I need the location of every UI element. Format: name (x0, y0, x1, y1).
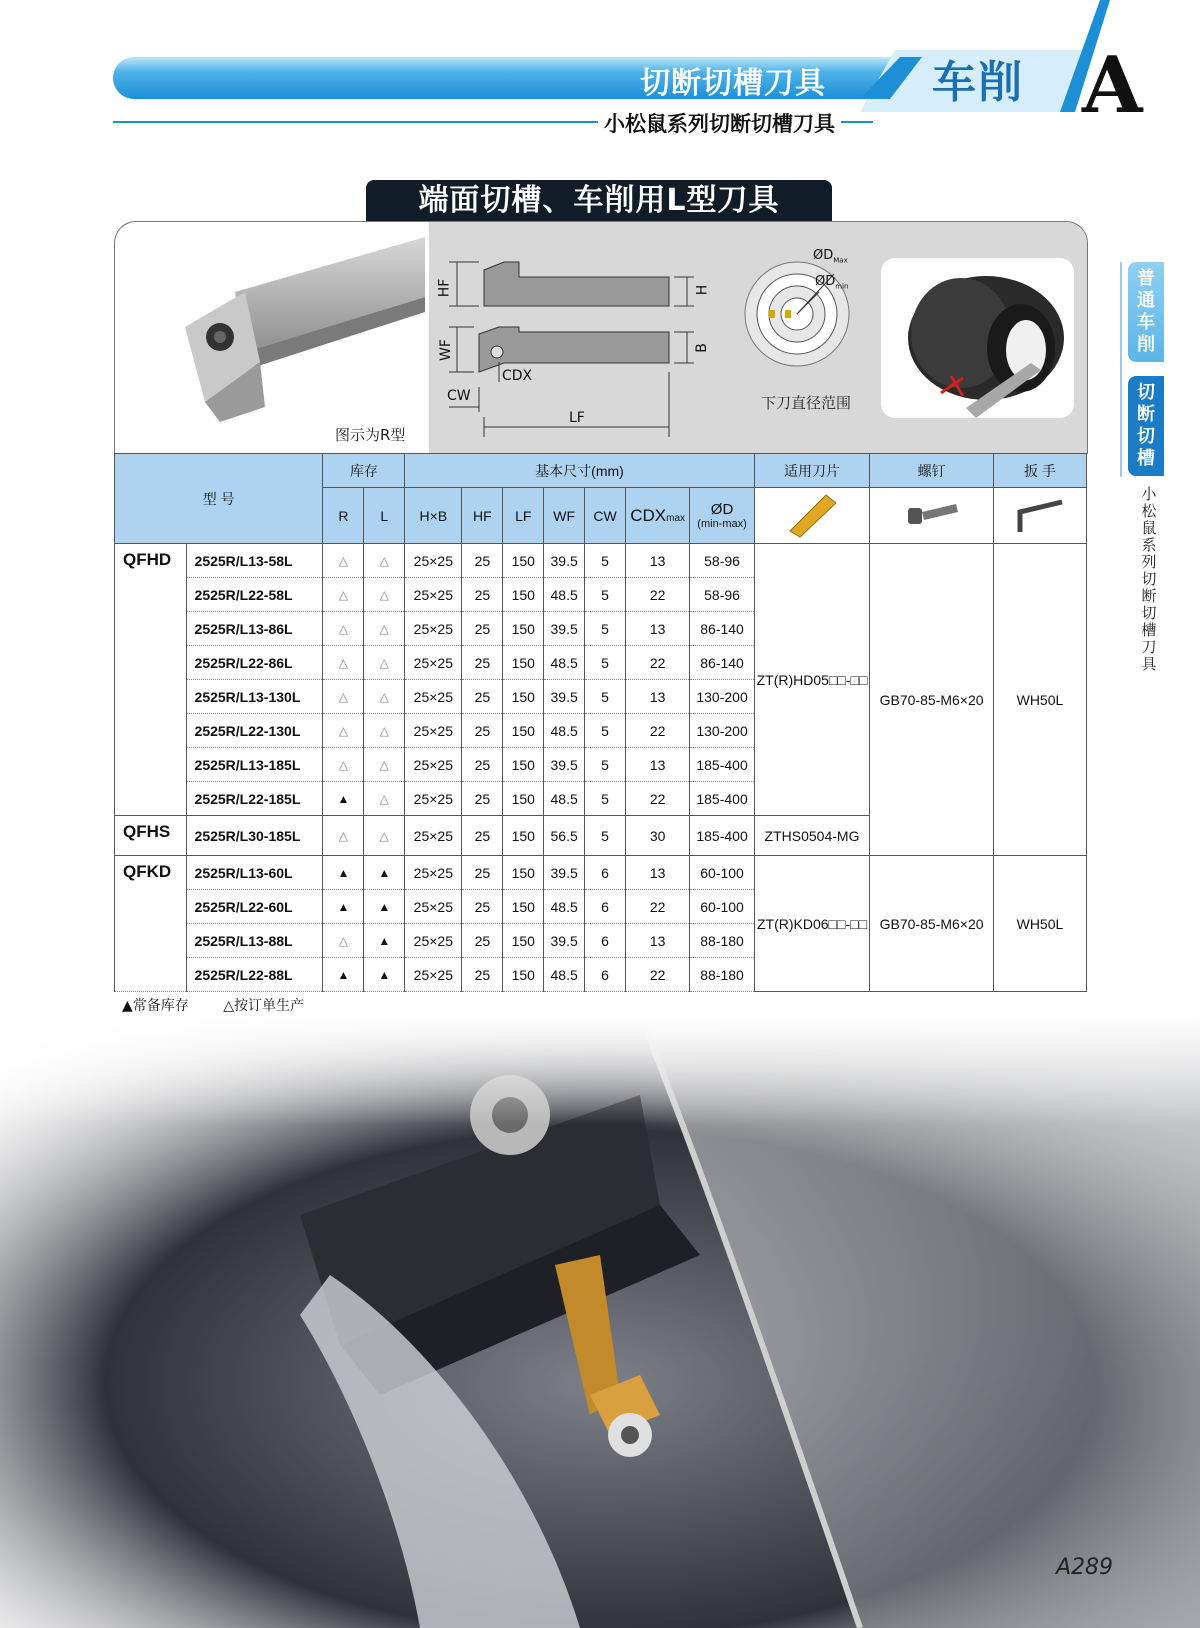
page-number-value: 289 (1071, 1555, 1114, 1580)
cw-cell: 5 (585, 612, 626, 646)
cw-cell: 5 (585, 680, 626, 714)
hf-cell: 25 (462, 782, 503, 816)
stock-l-cell: △ (364, 680, 405, 714)
cdx-cell: 22 (625, 714, 689, 748)
lf-cell: 150 (503, 544, 544, 578)
th-screw: 螺钉 (870, 454, 994, 488)
cw-cell: 5 (585, 816, 626, 856)
side-tab-grooving[interactable] (1128, 376, 1164, 476)
diameter-range-diagram (739, 252, 859, 372)
application-photo (881, 258, 1074, 418)
model-cell: 2525R/L13-60L (186, 856, 323, 890)
cdx-cell: 22 (625, 958, 689, 992)
hxb-cell: 25×25 (405, 714, 462, 748)
cdx-cell: 13 (625, 544, 689, 578)
tool-holder-image (165, 232, 435, 432)
d-cell: 130-200 (690, 680, 754, 714)
spec-table (114, 453, 1087, 992)
lf-cell: 150 (503, 816, 544, 856)
cdx-cell: 13 (625, 924, 689, 958)
model-cell: 2525R/L22-60L (186, 890, 323, 924)
cw-cell: 5 (585, 578, 626, 612)
dim-label-cw: CW (447, 388, 471, 404)
hex-key-icon (1010, 492, 1070, 536)
stock-r-cell: △ (323, 578, 364, 612)
model-cell: 2525R/L13-86L (186, 612, 323, 646)
cw-cell: 5 (585, 544, 626, 578)
cdx-cell: 22 (625, 890, 689, 924)
hf-cell: 25 (462, 612, 503, 646)
hxb-cell: 25×25 (405, 856, 462, 890)
dim-label-wf: WF (437, 339, 454, 361)
lf-cell: 150 (503, 748, 544, 782)
th-cdx-sub: max (666, 512, 686, 524)
lf-cell: 150 (503, 924, 544, 958)
dim-label-hf: HF (436, 278, 453, 298)
hxb-cell: 25×25 (405, 816, 462, 856)
insert-cell: ZT(R)HD05□□-□□ (754, 544, 869, 816)
d-cell: 58-96 (690, 544, 754, 578)
lf-cell: 150 (503, 612, 544, 646)
wf-cell: 39.5 (544, 680, 585, 714)
wf-cell: 39.5 (544, 612, 585, 646)
model-cell: 2525R/L22-130L (186, 714, 323, 748)
stock-l-cell: △ (364, 544, 405, 578)
stock-legend (122, 995, 304, 1015)
cw-cell: 5 (585, 748, 626, 782)
d-cell: 88-180 (690, 924, 754, 958)
d-cell: 185-400 (690, 782, 754, 816)
cw-cell: 6 (585, 890, 626, 924)
d-cell: 185-400 (690, 748, 754, 782)
stock-r-cell: ▲ (323, 890, 364, 924)
side-tab-general-turning[interactable] (1128, 262, 1164, 362)
figure-panel (114, 221, 1088, 454)
hf-cell: 25 (462, 544, 503, 578)
dim-label-h: H (694, 284, 711, 296)
stock-r-cell: △ (323, 748, 364, 782)
legend-made-to-order: △按订单生产 (223, 998, 305, 1014)
figure-caption-r-type: 图示为R型 (335, 426, 406, 444)
d-cell: 86-140 (690, 612, 754, 646)
stock-l-cell: ▲ (364, 958, 405, 992)
dim-label-b: B (693, 343, 710, 353)
hf-cell: 25 (462, 578, 503, 612)
stock-l-cell: △ (364, 612, 405, 646)
hxb-cell: 25×25 (405, 958, 462, 992)
stock-r-cell: △ (323, 544, 364, 578)
cw-cell: 5 (585, 646, 626, 680)
wf-cell: 56.5 (544, 816, 585, 856)
wf-cell: 48.5 (544, 578, 585, 612)
page-title: 切断切槽刀具 (640, 66, 826, 101)
lf-cell: 150 (503, 958, 544, 992)
th-wrench: 扳 手 (993, 454, 1086, 488)
hxb-cell: 25×25 (405, 924, 462, 958)
series-cell: QFKD (115, 856, 187, 992)
hxb-cell: 25×25 (405, 748, 462, 782)
wf-cell: 48.5 (544, 890, 585, 924)
wf-cell: 48.5 (544, 714, 585, 748)
figure-caption-diameter: 下刀直径范围 (761, 394, 852, 412)
series-cell: QFHS (115, 816, 187, 856)
stock-l-cell: △ (364, 714, 405, 748)
dim-label-lf: LF (569, 410, 585, 426)
d-cell: 185-400 (690, 816, 754, 856)
th-wrench-image (993, 488, 1086, 544)
dim-label-cdx: CDX (502, 368, 533, 384)
cdx-cell: 13 (625, 748, 689, 782)
wf-cell: 39.5 (544, 924, 585, 958)
hxb-cell: 25×25 (405, 890, 462, 924)
machining-photo (0, 1015, 1200, 1628)
lf-cell: 150 (503, 714, 544, 748)
dim-label-d-min-text: ØD (815, 274, 836, 289)
lf-cell: 150 (503, 890, 544, 924)
cdx-cell: 13 (625, 612, 689, 646)
table-row (115, 544, 1087, 578)
th-stock: 库存 (323, 454, 405, 488)
d-cell: 86-140 (690, 646, 754, 680)
cdx-cell: 13 (625, 856, 689, 890)
th-screw-image (870, 488, 994, 544)
d-cell: 60-100 (690, 890, 754, 924)
lf-cell: 150 (503, 782, 544, 816)
screw-cell: GB70-85-M6×20 (870, 856, 994, 992)
model-cell: 2525R/L22-58L (186, 578, 323, 612)
cdx-cell: 22 (625, 578, 689, 612)
spec-table-body (115, 544, 1087, 992)
cw-cell: 6 (585, 924, 626, 958)
th-dims: 基本尺寸(mm) (405, 454, 755, 488)
stock-r-cell: △ (323, 714, 364, 748)
dimension-drawing (429, 222, 759, 454)
stock-r-cell: △ (323, 612, 364, 646)
th-insert-image (754, 488, 869, 544)
page-number (1056, 1555, 1113, 1580)
hxb-cell: 25×25 (405, 578, 462, 612)
model-cell: 2525R/L13-88L (186, 924, 323, 958)
screw-cell: GB70-85-M6×20 (870, 544, 994, 856)
screw-icon (902, 494, 962, 534)
side-vertical-label: 小松鼠系列切断切槽刀具 (1141, 485, 1157, 673)
lf-cell: 150 (503, 856, 544, 890)
model-cell: 2525R/L30-185L (186, 816, 323, 856)
category-label: 车削 (932, 57, 1024, 108)
cdx-cell: 22 (625, 782, 689, 816)
hxb-cell: 25×25 (405, 680, 462, 714)
dim-label-d-min-sub: min (835, 282, 849, 291)
th-lf: LF (503, 488, 544, 544)
wf-cell: 48.5 (544, 958, 585, 992)
hf-cell: 25 (462, 816, 503, 856)
stock-r-cell: △ (323, 924, 364, 958)
insert-cell: ZT(R)KD06□□-□□ (754, 856, 869, 992)
hf-cell: 25 (462, 890, 503, 924)
stock-l-cell: △ (364, 646, 405, 680)
table-row (115, 856, 1087, 890)
cw-cell: 5 (585, 782, 626, 816)
th-d-sub: (min-max) (697, 518, 747, 530)
stock-r-cell: ▲ (323, 782, 364, 816)
dim-label-d-min (815, 274, 848, 291)
th-cdx-label: CDX (630, 505, 667, 525)
model-cell: 2525R/L13-58L (186, 544, 323, 578)
stock-l-cell: △ (364, 748, 405, 782)
stock-l-cell: △ (364, 782, 405, 816)
hf-cell: 25 (462, 958, 503, 992)
hxb-cell: 25×25 (405, 544, 462, 578)
th-d-label: ØD (710, 501, 734, 518)
d-cell: 60-100 (690, 856, 754, 890)
wrench-cell: WH50L (993, 856, 1086, 992)
hf-cell: 25 (462, 680, 503, 714)
model-cell: 2525R/L22-185L (186, 782, 323, 816)
dim-label-d-max-text: ØD (813, 248, 834, 263)
lf-cell: 150 (503, 680, 544, 714)
th-model: 型 号 (115, 454, 323, 544)
th-cdx (625, 488, 689, 544)
th-cw: CW (585, 488, 626, 544)
d-cell: 88-180 (690, 958, 754, 992)
th-insert: 适用刀片 (754, 454, 869, 488)
lf-cell: 150 (503, 646, 544, 680)
hf-cell: 25 (462, 714, 503, 748)
wf-cell: 39.5 (544, 544, 585, 578)
insert-icon (782, 489, 842, 539)
grooving-application-image (881, 258, 1074, 418)
hxb-cell: 25×25 (405, 646, 462, 680)
side-tab-rule (1120, 262, 1122, 477)
stock-r-cell: △ (323, 680, 364, 714)
dim-label-d-max-sub: Max (833, 256, 848, 265)
th-d (690, 488, 754, 544)
hf-cell: 25 (462, 924, 503, 958)
drawing-area (429, 222, 1087, 454)
cdx-cell: 13 (625, 680, 689, 714)
wf-cell: 39.5 (544, 856, 585, 890)
section-title: 端面切槽、车削用L型刀具 (366, 180, 832, 222)
model-cell: 2525R/L22-86L (186, 646, 323, 680)
side-tab-label: 切断切槽 (1137, 382, 1155, 469)
stock-r-cell: ▲ (323, 856, 364, 890)
model-cell: 2525R/L22-88L (186, 958, 323, 992)
stock-l-cell: ▲ (364, 856, 405, 890)
th-r: R (323, 488, 364, 544)
stock-r-cell: △ (323, 816, 364, 856)
cdx-cell: 30 (625, 816, 689, 856)
cdx-cell: 22 (625, 646, 689, 680)
stock-r-cell: ▲ (323, 958, 364, 992)
hxb-cell: 25×25 (405, 612, 462, 646)
model-cell: 2525R/L13-185L (186, 748, 323, 782)
hxb-cell: 25×25 (405, 782, 462, 816)
model-cell: 2525R/L13-130L (186, 680, 323, 714)
th-hf: HF (462, 488, 503, 544)
hf-cell: 25 (462, 748, 503, 782)
page-subtitle: 小松鼠系列切断切槽刀具 (598, 108, 841, 138)
stock-l-cell: △ (364, 816, 405, 856)
section-letter: A (1082, 40, 1143, 131)
hf-cell: 25 (462, 856, 503, 890)
dim-label-d-max (813, 248, 848, 265)
stock-l-cell: ▲ (364, 924, 405, 958)
th-wf: WF (544, 488, 585, 544)
cw-cell: 6 (585, 856, 626, 890)
th-hxb: H×B (405, 488, 462, 544)
wf-cell: 48.5 (544, 646, 585, 680)
th-l: L (364, 488, 405, 544)
hf-cell: 25 (462, 646, 503, 680)
legend-in-stock: ▲常备库存 (122, 998, 189, 1014)
d-cell: 130-200 (690, 714, 754, 748)
wrench-cell: WH50L (993, 544, 1086, 856)
series-cell: QFHD (115, 544, 187, 816)
stock-l-cell: ▲ (364, 890, 405, 924)
insert-cell: ZTHS0504-MG (754, 816, 869, 856)
lf-cell: 150 (503, 578, 544, 612)
side-tab-label: 普通车削 (1137, 268, 1155, 355)
wf-cell: 39.5 (544, 748, 585, 782)
cw-cell: 5 (585, 714, 626, 748)
cw-cell: 6 (585, 958, 626, 992)
page-number-prefix: A (1056, 1555, 1072, 1580)
wf-cell: 48.5 (544, 782, 585, 816)
d-cell: 58-96 (690, 578, 754, 612)
stock-l-cell: △ (364, 578, 405, 612)
stock-r-cell: △ (323, 646, 364, 680)
